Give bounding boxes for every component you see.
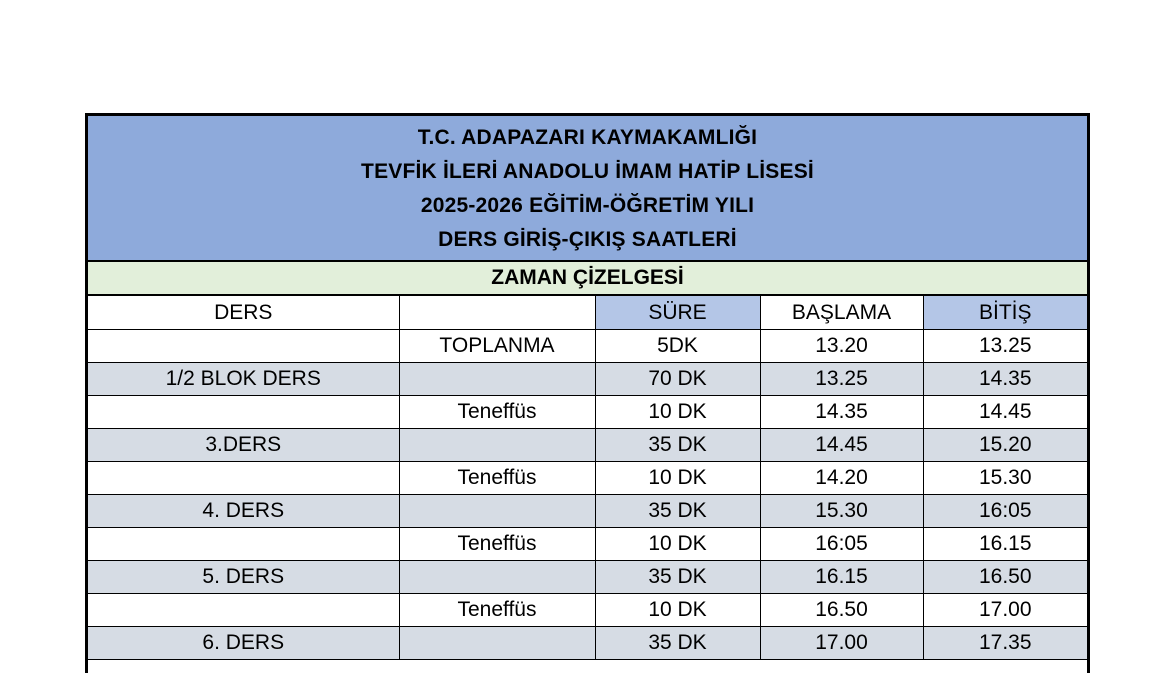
break-cell: Teneffüs bbox=[399, 594, 595, 627]
start-cell: 16.15 bbox=[760, 561, 923, 594]
end-cell: 16:05 bbox=[923, 495, 1087, 528]
start-cell: 14.20 bbox=[760, 462, 923, 495]
ders-cell bbox=[88, 396, 399, 429]
column-header-ders: DERS bbox=[88, 296, 399, 330]
duration-cell: 35 DK bbox=[595, 627, 760, 660]
column-header-sure: SÜRE bbox=[595, 296, 760, 330]
column-header-bitis: BİTİŞ bbox=[923, 296, 1087, 330]
ders-cell: 6. DERS bbox=[88, 627, 399, 660]
start-cell: 16:05 bbox=[760, 528, 923, 561]
break-cell: Teneffüs bbox=[399, 396, 595, 429]
duration-cell: 35 DK bbox=[595, 561, 760, 594]
end-cell: 16.50 bbox=[923, 561, 1087, 594]
start-cell: 14.35 bbox=[760, 396, 923, 429]
header-line-school: TEVFİK İLERİ ANADOLU İMAM HATİP LİSESİ bbox=[361, 160, 814, 183]
break-cell bbox=[399, 363, 595, 396]
start-cell: 15.30 bbox=[760, 495, 923, 528]
header-line-title: DERS GİRİŞ-ÇIKIŞ SAATLERİ bbox=[438, 228, 737, 251]
duration-cell: 10 DK bbox=[595, 594, 760, 627]
start-cell: 14.45 bbox=[760, 429, 923, 462]
ders-cell: 3.DERS bbox=[88, 429, 399, 462]
duration-cell: 10 DK bbox=[595, 396, 760, 429]
schedule-row bbox=[88, 396, 1087, 429]
schedule-row bbox=[88, 363, 1087, 396]
end-cell: 15.20 bbox=[923, 429, 1087, 462]
header-line-year: 2025-2026 EĞİTİM-ÖĞRETİM YILI bbox=[420, 194, 755, 217]
duration-cell: 10 DK bbox=[595, 462, 760, 495]
timetable-title: ZAMAN ÇİZELGESİ bbox=[88, 262, 1087, 296]
header-line-district: T.C. ADAPAZARI KAYMAKAMLIĞI bbox=[417, 126, 758, 149]
start-cell: 16.50 bbox=[760, 594, 923, 627]
break-cell: Teneffüs bbox=[399, 528, 595, 561]
end-cell: 17.00 bbox=[923, 594, 1087, 627]
break-cell: Teneffüs bbox=[399, 462, 595, 495]
ders-cell: 4. DERS bbox=[88, 495, 399, 528]
column-header-blank bbox=[399, 296, 595, 330]
schedule-row bbox=[88, 330, 1087, 363]
duration-cell: 10 DK bbox=[595, 528, 760, 561]
column-header-baslama: BAŞLAMA bbox=[760, 296, 923, 330]
schedule-row bbox=[88, 528, 1087, 561]
end-cell: 13.25 bbox=[923, 330, 1087, 363]
schedule-row bbox=[88, 429, 1087, 462]
ders-cell bbox=[88, 462, 399, 495]
column-header-row bbox=[88, 296, 1087, 330]
start-cell: 17.00 bbox=[760, 627, 923, 660]
duration-cell: 5DK bbox=[595, 330, 760, 363]
ders-cell: 5. DERS bbox=[88, 561, 399, 594]
schedule-table bbox=[88, 296, 1087, 660]
ders-cell bbox=[88, 528, 399, 561]
end-cell: 15.30 bbox=[923, 462, 1087, 495]
duration-cell: 70 DK bbox=[595, 363, 760, 396]
break-cell bbox=[399, 429, 595, 462]
start-cell: 13.25 bbox=[760, 363, 923, 396]
ders-cell bbox=[88, 330, 399, 363]
break-cell bbox=[399, 561, 595, 594]
break-cell bbox=[399, 627, 595, 660]
ders-cell: 1/2 BLOK DERS bbox=[88, 363, 399, 396]
schedule-row bbox=[88, 561, 1087, 594]
schedule-row bbox=[88, 462, 1087, 495]
school-header bbox=[88, 116, 1087, 262]
break-cell: TOPLANMA bbox=[399, 330, 595, 363]
schedule-sheet bbox=[85, 113, 1090, 673]
schedule-row bbox=[88, 627, 1087, 660]
break-cell bbox=[399, 495, 595, 528]
schedule-row bbox=[88, 495, 1087, 528]
end-cell: 16.15 bbox=[923, 528, 1087, 561]
ders-cell bbox=[88, 594, 399, 627]
end-cell: 14.35 bbox=[923, 363, 1087, 396]
end-cell: 14.45 bbox=[923, 396, 1087, 429]
duration-cell: 35 DK bbox=[595, 495, 760, 528]
duration-cell: 35 DK bbox=[595, 429, 760, 462]
start-cell: 13.20 bbox=[760, 330, 923, 363]
end-cell: 17.35 bbox=[923, 627, 1087, 660]
schedule-row bbox=[88, 594, 1087, 627]
